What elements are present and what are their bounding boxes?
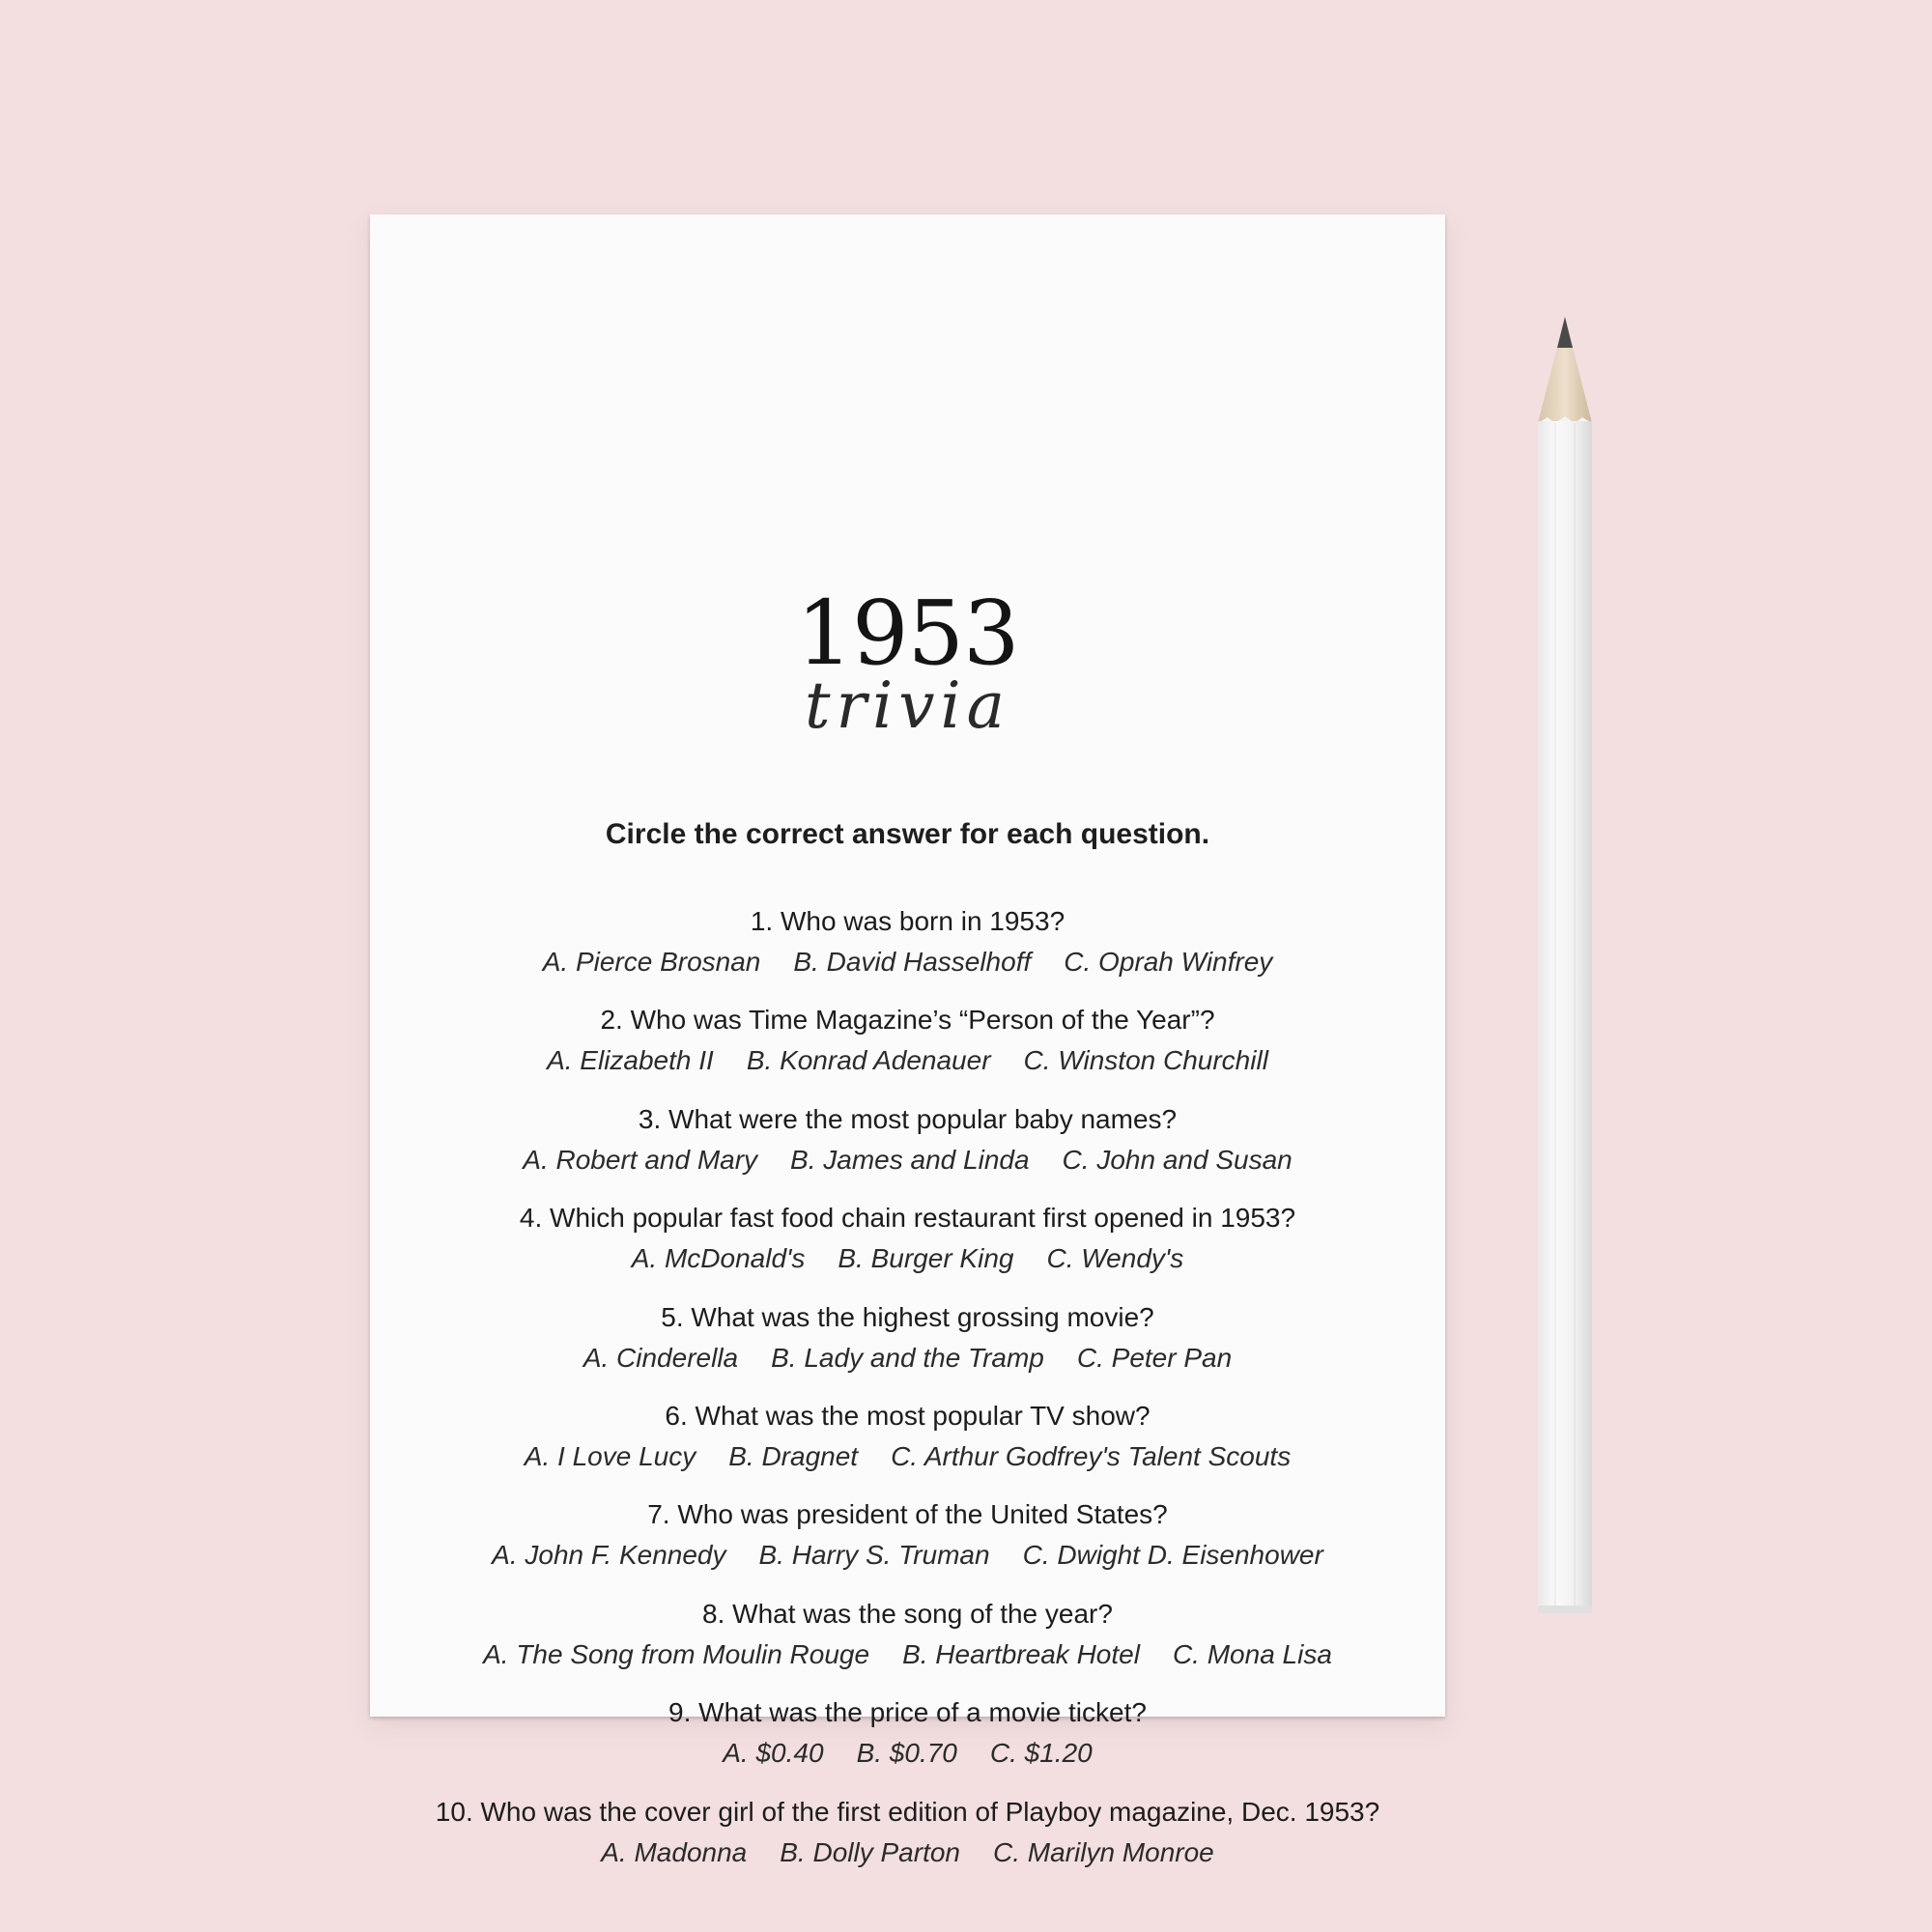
question-text: 4. Which popular fast food chain restaurant first opened in 1953? xyxy=(519,1203,1296,1234)
trivia-card xyxy=(370,214,1445,1867)
question-text: 9. What was the price of a movie ticket? xyxy=(668,1697,1147,1728)
option-b[interactable]: B. Burger King xyxy=(838,1243,1014,1274)
option-c[interactable]: C. $1.20 xyxy=(989,1738,1093,1769)
option-a[interactable]: A. Elizabeth II xyxy=(547,1045,714,1076)
option-b[interactable]: B. Lady and the Tramp xyxy=(771,1342,1044,1373)
question-text: 6. What was the most popular TV show? xyxy=(665,1400,1151,1431)
option-a[interactable]: A. Madonna xyxy=(601,1836,748,1867)
question-6 xyxy=(370,1399,1445,1497)
option-c[interactable]: C. Arthur Godfrey's Talent Scouts xyxy=(891,1440,1292,1471)
answer-options xyxy=(370,1143,1445,1178)
answer-options xyxy=(370,1043,1445,1078)
option-c[interactable]: C. Oprah Winfrey xyxy=(1064,947,1273,977)
question-text: 2. Who was Time Magazine’s “Person of the Year”? xyxy=(600,1005,1215,1036)
question-text: 3. What were the most popular baby names? xyxy=(638,1103,1178,1134)
question-3 xyxy=(370,1102,1445,1201)
option-a[interactable]: A. John F. Kennedy xyxy=(492,1540,726,1571)
question-list xyxy=(370,904,1445,1893)
option-c[interactable]: C. Marilyn Monroe xyxy=(993,1836,1214,1867)
option-b[interactable]: B. Heartbreak Hotel xyxy=(902,1638,1140,1669)
answer-options xyxy=(370,1538,1445,1573)
option-c[interactable]: C. Wendy's xyxy=(1046,1243,1184,1274)
option-a[interactable]: A. Cinderella xyxy=(582,1342,739,1373)
question-text: 8. What was the song of the year? xyxy=(702,1598,1113,1629)
option-c[interactable]: C. Winston Churchill xyxy=(1023,1045,1268,1076)
instructions-text: Circle the correct answer for each question. xyxy=(605,818,1210,850)
question-10 xyxy=(370,1795,1445,1893)
question-text: 7. Who was president of the United States? xyxy=(647,1499,1168,1530)
pencil-icon xyxy=(1534,317,1596,1621)
question-4 xyxy=(370,1201,1445,1299)
option-a[interactable]: A. $0.40 xyxy=(723,1738,824,1769)
option-c[interactable]: C. Mona Lisa xyxy=(1172,1638,1332,1669)
answer-options xyxy=(370,1736,1445,1771)
option-b[interactable]: B. $0.70 xyxy=(856,1738,957,1769)
option-a[interactable]: A. I Love Lucy xyxy=(524,1440,696,1471)
option-a[interactable]: A. Robert and Mary xyxy=(523,1144,758,1175)
option-c[interactable]: C. John and Susan xyxy=(1062,1144,1293,1175)
option-b[interactable]: B. James and Linda xyxy=(790,1144,1030,1175)
answer-options xyxy=(370,1439,1445,1474)
question-1 xyxy=(370,904,1445,1003)
option-a[interactable]: A. McDonald's xyxy=(631,1243,806,1274)
title-year: 1953 xyxy=(796,582,1019,685)
question-text: 1. Who was born in 1953? xyxy=(750,906,1065,936)
option-b[interactable]: B. Harry S. Truman xyxy=(758,1540,990,1571)
answer-options xyxy=(370,1835,1445,1870)
option-c[interactable]: C. Peter Pan xyxy=(1076,1342,1233,1373)
option-b[interactable]: B. Dolly Parton xyxy=(780,1836,960,1867)
option-a[interactable]: A. The Song from Moulin Rouge xyxy=(483,1638,870,1669)
question-2 xyxy=(370,1003,1445,1101)
question-8 xyxy=(370,1597,1445,1695)
option-a[interactable]: A. Pierce Brosnan xyxy=(542,947,761,977)
option-c[interactable]: C. Dwight D. Eisenhower xyxy=(1022,1540,1323,1571)
answer-options xyxy=(370,1341,1445,1376)
option-b[interactable]: B. Konrad Adenauer xyxy=(746,1045,991,1076)
question-5 xyxy=(370,1300,1445,1399)
question-7 xyxy=(370,1497,1445,1596)
question-9 xyxy=(370,1695,1445,1794)
answer-options xyxy=(370,1637,1445,1672)
question-text: 10. Who was the cover girl of the first edition of Playboy magazine, Dec. 1953? xyxy=(435,1796,1380,1827)
title-script: trivia xyxy=(805,668,1010,743)
option-b[interactable]: B. David Hasselhoff xyxy=(793,947,1032,977)
question-text: 5. What was the highest grossing movie? xyxy=(661,1301,1154,1332)
answer-options xyxy=(370,1241,1445,1276)
option-b[interactable]: B. Dragnet xyxy=(728,1440,859,1471)
answer-options xyxy=(370,945,1445,980)
